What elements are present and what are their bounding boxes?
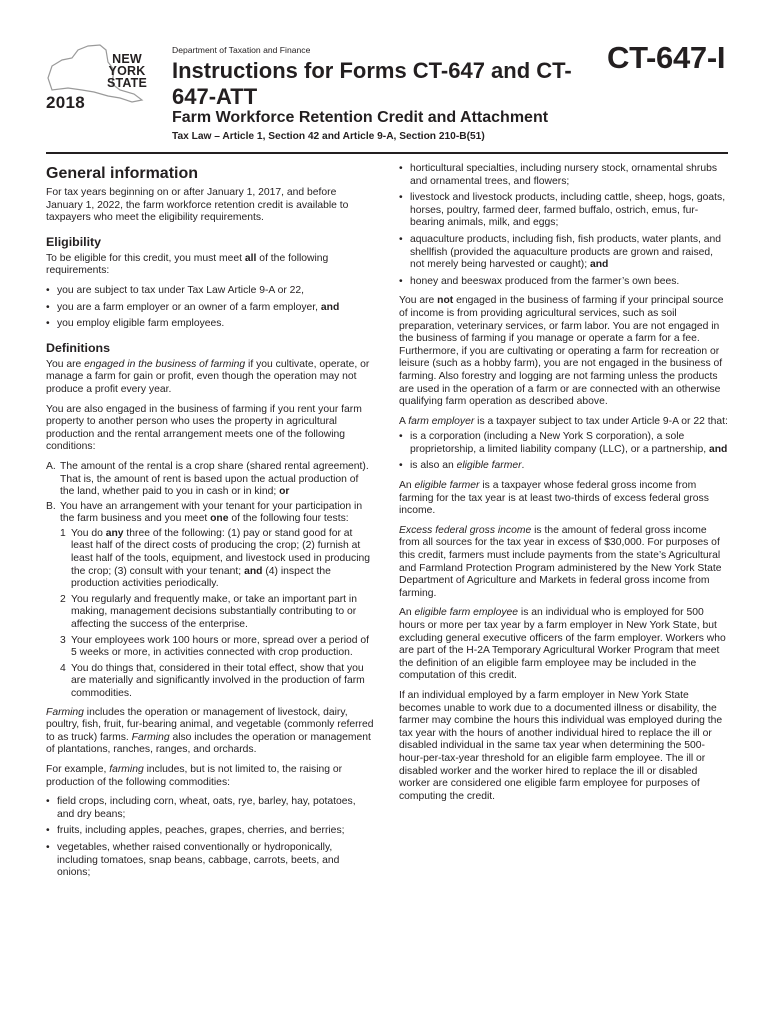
four-tests-list (60, 528, 374, 701)
condition-b (46, 501, 374, 704)
farming-example-intro: For example, farming includes, but is not limited to, the raising or production of the following commodities: (46, 763, 343, 788)
condition-text: You have an arrangement with your tenant for your participation in the farm business and you meet one of the following four tests: 1 You do any three of the following: (1) pay or stand good for at least half of the direct costs of producing the crop; (2) furnish at least half of the tools, equipment, and livestock used in producing the crop; (3) consult with your tenant; and (4) inspect the production activities periodically. 2 You regularly and frequently make, or take an important part in making, management decisions substantially contributing to or affecting the success of the enterprise. 3 Your employees work 100 hours or more, spread over a period of 5 weeks or more, in activities connected with crop production. 4 You do things that, considered in their total effect, show that you are materially and significantly involved in the production of farm commodities. (60, 501, 374, 704)
definition-excess-income: Excess federal gross income is the amount of federal gross income from all sources for the tax year in excess of $30,000. For purposes of this credit, farmers must include payments from the state’s Agricultural and Farmland Protection Program administered by the New York State Department of Agriculture and Markets in federal gross income from farming. (399, 524, 722, 599)
condition-marker: B. (46, 500, 56, 512)
list-item: • horticultural specialties, including nursery stock, ornamental shrubs and ornamental trees, and flowers; (399, 163, 728, 188)
definition-rental-farming: You are also engaged in the business of farming if you rent your farm property to another person who uses the property in agricultural production and the rental arrangement meets one of the following conditions: (46, 403, 362, 453)
condition-a (46, 461, 374, 499)
logo-word-state: STATE (106, 76, 148, 90)
test-item: 4 You do things that, considered in their total effect, show that you are materially and significantly involved in the production of farm commodities. (60, 662, 365, 699)
rental-conditions (46, 461, 374, 704)
commodities-list (46, 796, 374, 880)
definition-eligible-farmer: An eligible farmer is a taxpayer whose federal gross income from farming for the tax year is at least two-thirds of excess federal gross income. (399, 480, 709, 517)
list-item: • is a corporation (including a New York S corporation), a sole proprietorship, a limited liability company (LLC), or a partnership, and (399, 431, 728, 456)
department-name: Department of Taxation and Finance (172, 45, 311, 55)
document-subtitle: Farm Workforce Retention Credit and Attachment (172, 109, 549, 126)
farm-employer-list (399, 431, 728, 473)
condition-marker: A. (46, 460, 56, 472)
list-item: • livestock and livestock products, including cattle, sheep, hogs, goats, horses, poultry, farmed deer, farmed buffalo, ostrich, emus, fur-bearing animals, milk, and eggs; (399, 192, 728, 230)
list-item: • aquaculture products, including fish, fish products, water plants, and shellfish (provided the aquaculture products are grown and raised, not merely being harvested or caught); and (399, 234, 728, 272)
definition-business-of-farming: You are engaged in the business of farming if you cultivate, operate, or manage a farm for gain or profit, even though the operation may not produce a profit every year. (46, 358, 370, 395)
tax-law-reference: Tax Law – Article 1, Section 42 and Article 9-A, Section 210-B(51) (172, 131, 485, 142)
test-item: 2 You regularly and frequently make, or take an important part in making, management decisions substantially contributing to or affecting the success of the enterprise. (60, 593, 357, 631)
list-item: • you employ eligible farm employees. (46, 318, 374, 331)
disability-rule: If an individual employed by a farm employer in New York State becomes unable to work due to a documented illness or disability, the farmer may combine the hours this individual was employed during the tax year with the hours of another individual hired to replace the ill or disabled individual in the same tax year when determining the 500-hour-per-tax-year threshold for an eligible farm employee. The ill or disabled worker and the worker hired to replace the ill or disabled worker are considered one eligible farm employee for purposes of computing the credit. (399, 689, 723, 802)
definition-farming: Farming includes the operation or management of livestock, dairy, poultry, fish, fruit, fur-bearing animal, and vegetable (commonly referred to as truck) farms. Farming also includes the operation or management of plantations, ranches, ranges, and orchards. (46, 706, 374, 756)
list-item: • field crops, including corn, wheat, oats, rye, barley, hay, potatoes, and dry beans; (46, 796, 374, 821)
definitions-heading: Definitions (46, 340, 111, 355)
form-number: CT-647-I (607, 40, 726, 75)
definition-farm-employer: A farm employer is a taxpayer subject to tax under Article 9-A or 22 that: (399, 415, 728, 427)
eligibility-heading: Eligibility (46, 234, 102, 249)
test-item: 1 You do any three of the following: (1) pay or stand good for at least half of the direct costs of producing the crop; (2) furnish at least half of the tools, equipment, and livestock used in producing the crop; (3) consult with your tenant; and (4) inspect the production activities periodically. (60, 527, 371, 590)
definition-eligible-employee: An eligible farm employee is an individual who is employed for 500 hours or more per tax year by a farm employer in New York State, but excluding general executive officers of the farm employer. Workers who are part of the H-2A Temporary Agricultural Worker Program that meet the definition of an eligible farm employee may be included in the computation of this credit. (399, 607, 726, 682)
nys-logo (42, 44, 154, 112)
logo-year: 2018 (46, 93, 86, 112)
list-item: • honey and beeswax produced from the farmer’s own bees. (399, 276, 728, 289)
eligibility-list (46, 285, 374, 331)
commodities-list-continued (399, 163, 728, 288)
logo-wordmark (103, 53, 151, 89)
list-item: • you are a farm employer or an owner of a farm employer, and (46, 302, 374, 315)
condition-text: The amount of the rental is a crop share (shared rental agreement). That is, the amount of rent is based upon the actual production of the land, whether paid to you in cash or in kind; or (60, 460, 369, 498)
right-column (399, 163, 728, 810)
test-item: 3 Your employees work 100 hours or more, spread over a period of 5 weeks or more, in activities connected with crop production. (60, 634, 370, 659)
list-item: • fruits, including apples, peaches, grapes, cherries, and berries; (46, 825, 374, 838)
list-item: • is also an eligible farmer. (399, 460, 728, 473)
list-item: • vegetables, whether raised conventionally or hydroponically, including tomatoes, snap beans, cabbage, carrots, beets, and onions; (46, 842, 374, 880)
logo-word-york: YORK (108, 64, 146, 78)
eligibility-intro: To be eligible for this credit, you must meet all of the following requirements: (46, 252, 329, 277)
not-engaged-in-farming: You are not engaged in the business of farming if your principal source of income is from providing agricultural services, such as soil preparation, veterinary services, or farm labor. You are not engaged in the business of farming if you manage or operate a farm for a fee. Furthermore, if you are cultivating or operating a farm for recreation or leisure (such as a hobby farm), you are not engaged in the business of farming. Also forestry and logging are not farming unless the products are used in the operation of a farm or are connected with an otherwise qualifying farm operation as described above. (399, 295, 724, 408)
logo-word-new: NEW (112, 52, 142, 66)
left-column (46, 160, 374, 887)
list-item: • you are subject to tax under Tax Law Article 9-A or 22, (46, 285, 374, 298)
document-title: Instructions for Forms CT-647 and CT-647-ATT (172, 58, 572, 109)
general-information-text: For tax years beginning on or after January 1, 2017, and before January 1, 2022, the farm workforce retention credit is available to taxpayers who meet the eligibility requirements. (46, 187, 349, 224)
general-information-heading: General information (46, 165, 199, 182)
header-divider (46, 152, 728, 154)
